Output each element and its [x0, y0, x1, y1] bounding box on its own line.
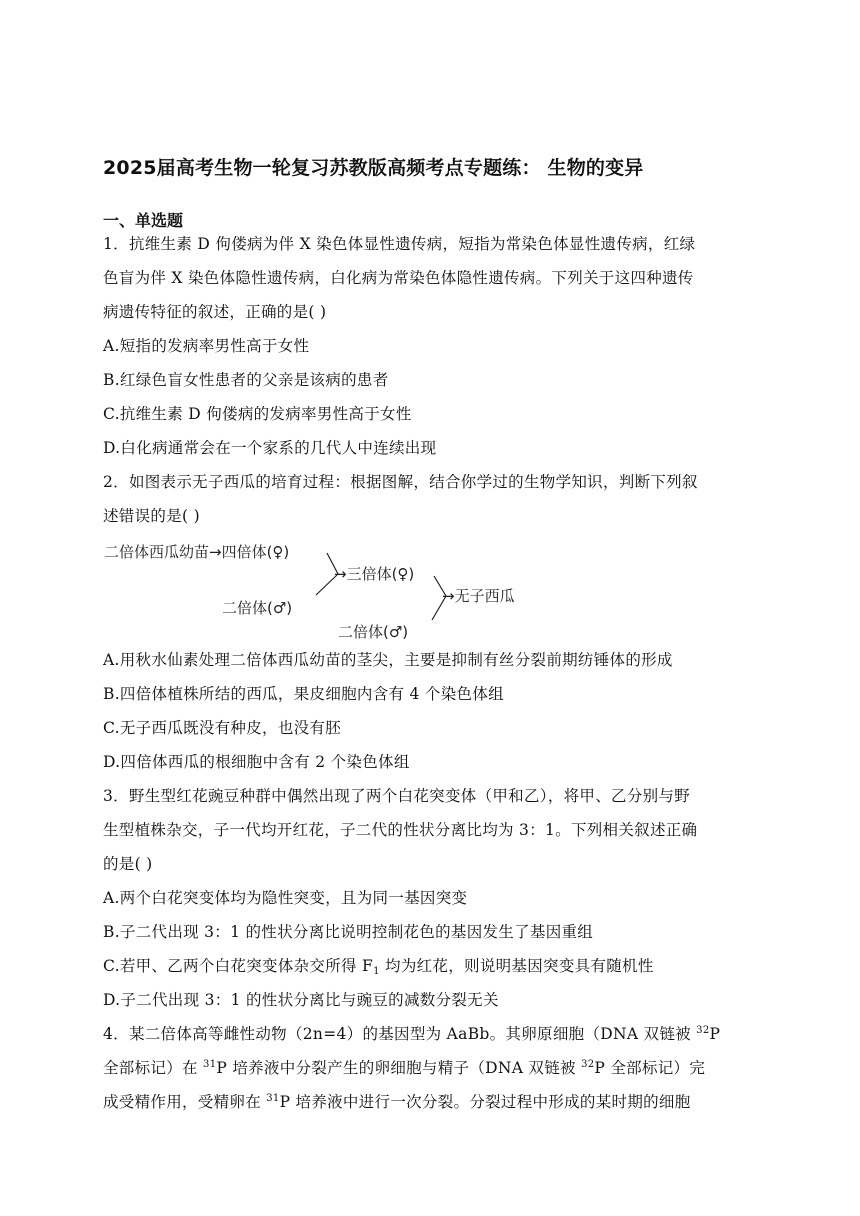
diagram-node-diploid-male-1: 二倍体(♂): [222, 599, 293, 617]
question-3-line-3: 的是( ): [103, 855, 153, 873]
question-1-line-2: 色盲为伴 X 染色体隐性遗传病，白化病为常染色体隐性遗传病。下列关于这四种遗传: [103, 269, 694, 287]
question-2-option-d: D.四倍体西瓜的根细胞中含有 2 个染色体组: [103, 753, 410, 771]
question-2-line-1: 2．如图表示无子西瓜的培育过程：根据图解，结合你学过的生物学知识，判断下列叙: [103, 473, 698, 491]
q4-line-2-end: P 全部标记）完: [594, 1059, 706, 1077]
question-1-option-b: B.红绿色盲女性患者的父亲是该病的患者: [103, 371, 389, 389]
question-3-option-b: B.子二代出现 3：1 的性状分离比说明控制花色的基因发生了基因重组: [103, 923, 594, 941]
question-1-option-c: C.抗维生素 D 佝偻病的发病率男性高于女性: [103, 405, 412, 423]
q4-line-3-end: P 培养液中进行一次分裂。分裂过程中形成的某时期的细胞: [279, 1093, 691, 1111]
question-2-option-c: C.无子西瓜既没有种皮，也没有胚: [103, 719, 342, 737]
question-3-option-a: A.两个白花突变体均为隐性突变，且为同一基因突变: [103, 889, 468, 907]
question-2-option-b: B.四倍体植株所结的西瓜，果皮细胞内含有 4 个染色体组: [103, 685, 504, 703]
q4-line-2-start: 全部标记）在: [103, 1059, 204, 1077]
isotope-superscript: 31: [203, 1059, 217, 1070]
section-heading: 一、单选题: [103, 211, 184, 230]
question-1-option-d: D.白化病通常会在一个家系的几代人中连续出现: [103, 439, 437, 457]
diagram-node-triploid: →三倍体(♀): [334, 565, 415, 583]
question-1-line-3: 病遗传特征的叙述，正确的是( ): [103, 303, 327, 321]
isotope-superscript: 31: [266, 1093, 280, 1104]
isotope-superscript: 32: [696, 1025, 710, 1036]
question-2-option-a: A.用秋水仙素处理二倍体西瓜幼苗的茎尖，主要是抑制有丝分裂前期纺锤体的形成: [103, 651, 673, 669]
question-3-line-1: 3．野生型红花豌豆种群中偶然出现了两个白花突变体（甲和乙），将甲、乙分别与野: [103, 787, 691, 805]
diagram-node-seedless-watermelon: →无子西瓜: [442, 587, 515, 605]
q4-line-3-start: 成受精作用，受精卵在: [103, 1093, 267, 1111]
isotope-superscript: 32: [581, 1059, 595, 1070]
question-4-line-3: [103, 1091, 691, 1113]
q4-line-2-mid: P 培养液中分裂产生的卵细胞与精子（DNA 双链被: [216, 1059, 582, 1077]
question-2-line-2: 述错误的是( ): [103, 507, 200, 525]
question-1-option-a: A.短指的发病率男性高于女性: [103, 337, 310, 355]
q4-line-1-text: 4．某二倍体高等雌性动物（2n=4）的基因型为 AaBb。其卵原细胞（DNA 双链被: [103, 1025, 697, 1043]
diagram-node-diploid-male-2: 二倍体(♂): [338, 623, 409, 641]
question-4-line-2: [103, 1057, 705, 1079]
question-3-option-d: D.子二代出现 3：1 的性状分离比与豌豆的减数分裂无关: [103, 991, 499, 1009]
question-3-line-2: 生型植株杂交，子一代均开红花，子二代的性状分离比均为 3：1。下列相关叙述正确: [103, 821, 698, 839]
f1-subscript: 1: [373, 966, 380, 977]
option-c-text-end: 均为红花，则说明基因突变具有随机性: [379, 957, 654, 975]
question-1-line-1: 1．抗维生素 D 佝偻病为伴 X 染色体显性遗传病，短指为常染色体显性遗传病，红绿: [103, 235, 696, 253]
diagram-node-seedling: 二倍体西瓜幼苗→四倍体(♀): [104, 543, 290, 561]
document-title: 2025届高考生物一轮复习苏教版高频考点专题练： 生物的变异: [103, 157, 644, 179]
seedless-watermelon-diagram: [102, 538, 562, 646]
question-4-line-1: [103, 1023, 720, 1045]
q4-line-1-end: P: [709, 1025, 721, 1043]
question-3-option-c: [103, 955, 654, 977]
option-c-text-start: C.若甲、乙两个白花突变体杂交所得 F: [103, 957, 374, 975]
